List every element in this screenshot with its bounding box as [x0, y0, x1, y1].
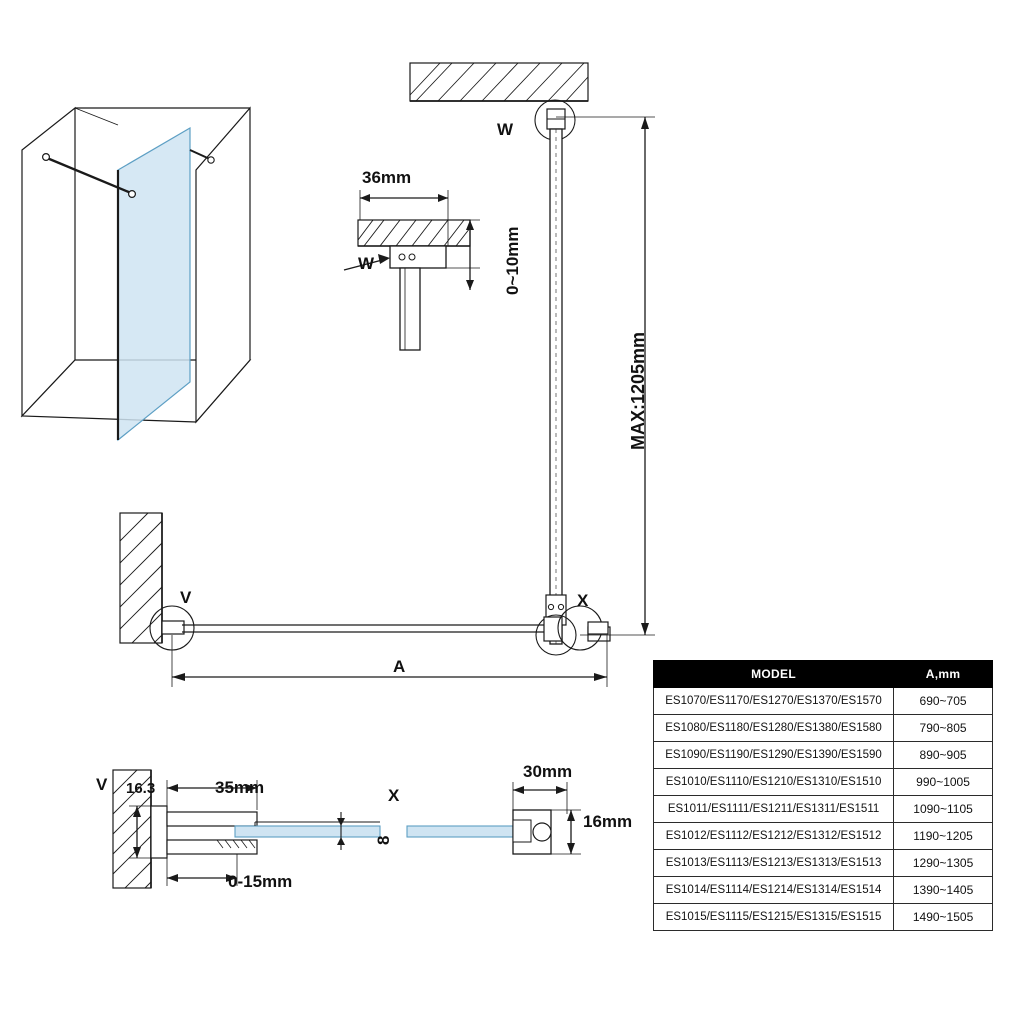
- table-row: [654, 742, 993, 769]
- label-v-detail: V: [96, 775, 108, 794]
- cell-model: ES1011/ES1111/ES1211/ES1311/ES1511: [654, 796, 894, 823]
- table-header-row: [654, 661, 993, 688]
- table-row: [654, 688, 993, 715]
- table-header-a: A,mm: [894, 661, 993, 688]
- table-row: [654, 823, 993, 850]
- glass-section-v: [235, 826, 380, 837]
- dim-label-30mm: 30mm: [523, 762, 573, 781]
- table-row: [654, 715, 993, 742]
- dim-a: [172, 635, 607, 687]
- dim-label-36mm: 36mm: [362, 168, 412, 187]
- cell-a: 1090~1105: [894, 796, 993, 823]
- cell-model: ES1012/ES1112/ES1212/ES1312/ES1512: [654, 823, 894, 850]
- cell-a: 790~805: [894, 715, 993, 742]
- side-wall: [196, 108, 250, 422]
- table-row: [654, 769, 993, 796]
- cell-model: ES1070/ES1170/ES1270/ES1370/ES1570: [654, 688, 894, 715]
- cell-model: ES1010/ES1110/ES1210/ES1310/ES1510: [654, 769, 894, 796]
- table-row: [654, 850, 993, 877]
- cell-a: 690~705: [894, 688, 993, 715]
- model-dimension-table: [653, 660, 993, 931]
- table-row: [654, 877, 993, 904]
- dim-label-a: A: [393, 657, 406, 676]
- dim-label-max-height: MAX:1205mm: [628, 331, 648, 450]
- dim-label-0-10mm: 0~10mm: [503, 226, 522, 295]
- profile-upper-arm: [167, 812, 257, 826]
- wall-hatch-plan: [120, 513, 162, 643]
- table-row: [654, 796, 993, 823]
- dim-30mm: [513, 782, 567, 814]
- dim-label-0-15mm: 0-15mm: [228, 872, 293, 891]
- label-x-plan: X: [577, 591, 589, 610]
- cell-a: 1390~1405: [894, 877, 993, 904]
- cell-a: 1490~1505: [894, 904, 993, 931]
- dim-16mm: [551, 810, 581, 854]
- ceiling-hatch-main: [410, 63, 588, 101]
- table-row: [654, 904, 993, 931]
- cell-model: ES1090/ES1190/ES1290/ES1390/ES1590: [654, 742, 894, 769]
- dim-0-15mm: [167, 854, 237, 886]
- wall-profile-body: [151, 806, 167, 858]
- wall-bracket: [43, 154, 50, 161]
- dim-label-glass-8: 8: [374, 835, 393, 845]
- cell-a: 890~905: [894, 742, 993, 769]
- round-post-section: [533, 823, 551, 841]
- cell-model: ES1013/ES1113/ES1213/ES1313/ES1513: [654, 850, 894, 877]
- cell-a: 1190~1205: [894, 823, 993, 850]
- dim-label-16mm: 16mm: [583, 812, 633, 831]
- cell-a: 1290~1305: [894, 850, 993, 877]
- table-header-model: MODEL: [654, 661, 894, 688]
- isometric-shower-view: [0, 30, 300, 450]
- glass-clamp: [129, 191, 136, 198]
- cell-a: 990~1005: [894, 769, 993, 796]
- x-section-detail: [395, 760, 655, 910]
- dim-label-16-3: 16.3: [126, 780, 156, 797]
- dim-label-35mm: 35mm: [215, 778, 265, 797]
- cell-model: ES1080/ES1180/ES1280/ES1380/ES1580: [654, 715, 894, 742]
- label-v-plan: V: [180, 588, 192, 607]
- profile-lower-arm: [167, 840, 257, 854]
- cell-model: ES1014/ES1114/ES1214/ES1314/ES1514: [654, 877, 894, 904]
- label-w-detail: W: [358, 254, 375, 273]
- label-w-top: W: [497, 120, 514, 139]
- table-body: [654, 688, 993, 931]
- cell-model: ES1015/ES1115/ES1215/ES1315/ES1515: [654, 904, 894, 931]
- glass-section-x: [407, 826, 513, 837]
- label-x-detail: X: [388, 786, 400, 805]
